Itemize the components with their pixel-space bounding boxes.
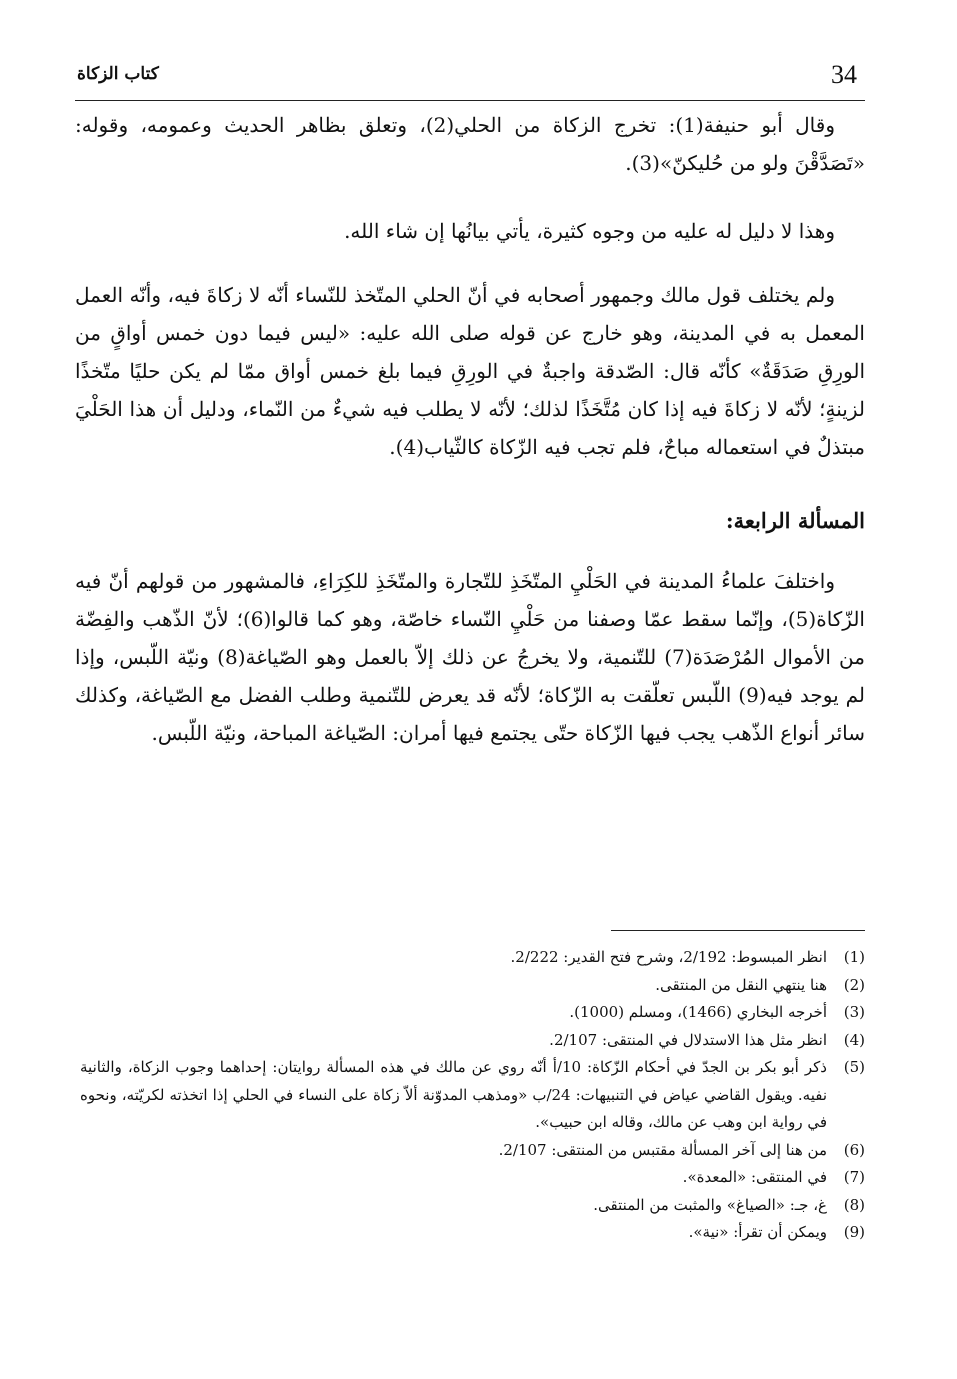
paragraph-abu-hanifa: وقال أبو حنيفة(1): تخرج الزكاة من الحلي(2)، وتعلق بظاهر الحديث وعمومه، وقوله: «تَصَدَّقْنَ ولو من حُليكنّ»(3). bbox=[75, 113, 865, 175]
footnote-number: (9) bbox=[843, 1223, 865, 1241]
page-header bbox=[75, 50, 865, 101]
footnote-item bbox=[80, 1027, 865, 1055]
footnote-text: انظر مثل هذا الاستدلال في المنتقى: 2/107. bbox=[549, 1030, 827, 1049]
footnote-number: (4) bbox=[843, 1030, 865, 1049]
footnote-text: هنا ينتهي النقل من المنتقى. bbox=[655, 975, 827, 994]
footnote-number: (3) bbox=[843, 1003, 865, 1021]
footnote-item bbox=[80, 1164, 865, 1192]
footnote-text: أخرجه البخاري (1466)، ومسلم (1000). bbox=[569, 1003, 827, 1021]
section-heading: المسألة الرابعة: bbox=[725, 508, 865, 533]
footnote-number: (7) bbox=[843, 1168, 865, 1186]
footnote-number: (1) bbox=[843, 948, 865, 966]
footnote-text: ذكر أبو بكر بن الجدّ في أحكام الزّكاة: 10/أ أنّه روي عن مالك في هذه المسألة روايتان: إحداهما وجوب الزكاة، والثانية نفيه. ويقول القاضي عياض في التنبيهات: 24/ب «ومذهب المدوّنة ألاّ زكاة على النساء في الحلي إذا اتخذته لكريّته، ونحوه في رواية ابن وهب عن مالك، وقاله ابن حبيب». bbox=[80, 1058, 827, 1131]
footnote-number: (8) bbox=[843, 1195, 865, 1214]
footnote-text: انظر المبسوط: 2/192، وشرح فتح القدير: 2/222. bbox=[510, 948, 827, 966]
footnote-text: من هنا إلى آخر المسألة مقتبس من المنتقى: 2/107. bbox=[498, 1140, 827, 1159]
footnote-text: في المنتقى: «المعدة». bbox=[682, 1168, 827, 1186]
footnote-text: غ، جـ: «الصياغ» والمثبت من المنتقى. bbox=[593, 1195, 827, 1214]
footnote-number: (2) bbox=[843, 975, 865, 994]
main-text bbox=[75, 106, 865, 778]
footnote-item bbox=[80, 1192, 865, 1220]
footnote-item bbox=[80, 1054, 865, 1137]
footnote-item bbox=[80, 999, 865, 1027]
page-number: 34 bbox=[831, 60, 857, 89]
footnote-item bbox=[80, 1137, 865, 1165]
paragraph-no-evidence: وهذا لا دليل له عليه من وجوه كثيرة، يأتي بيانُها إن شاء الله. bbox=[344, 219, 835, 243]
paragraph-malik-opinion: ولم يختلف قول مالك وجمهور أصحابه في أنّ الحلي المتّخذ للنّساء أنّه لا زكاةَ فيه، وأنّه العمل المعمل به في المدينة، وهو خارج عن قوله صلى الله عليه: «ليس فيما دون خمس أواقٍ من الورِقِ صَدَقَةٌ» كأنّه قال: الصّدقة واجبةٌ في الورِقِ فيما بلغ خمس أواق ممّا لم يكن حليًا متّخذًا لزينةٍ؛ لأنّه لا زكاةَ فيه إذا كان مُتَّخَذًا لذلك؛ لأنّه لا يطلب فيه شيءٌ من النّماء، ودليل أن هذا الحَلْيَ مبتذلٌ في استعماله مباحٌ، فلم تجب فيه الزّكاة كالثّياب(4). bbox=[75, 283, 865, 459]
footnote-text: ويمكن أن تقرأ: «نية». bbox=[688, 1223, 827, 1241]
paragraph-trade-jewelry: واختلفَ علماءُ المدينة في الحَلْيِ المتّخَذِ للتّجارة والمتّخَذِ للكِرَاءِ، فالمشهور من قولهم أنّ فيه الزّكاة(5)، وإنّما سقط عمّا وصفنا من حَلْيِ النّساء خاصّة، وهو كما قالوا(6)؛ لأنّ الذّهب والفِضّة من الأموال المُرْصَدَة(7) للتّنمية، ولا يخرجُ عن ذلك إلاّ بالعمل وهو الصّياغة(8) ونيّة اللّبس، وإذا لم يوجد فيه(9) اللّبس تعلّقت به الزّكاة؛ لأنّه قد يعرض للتّنمية وطلب الفضل مع الصّياغة، وكذلك سائر أنواع الذّهب يجب فيها الزّكاة حتّى يجتمع فيها أمران: الصّياغة المباحة، ونيّة اللّبس. bbox=[75, 569, 865, 745]
footnote-item bbox=[80, 944, 865, 972]
footnote-separator bbox=[611, 930, 865, 931]
footnote-item bbox=[80, 1219, 865, 1247]
footnote-number: (6) bbox=[843, 1140, 865, 1159]
footnote-item bbox=[80, 972, 865, 1000]
running-title: كتاب الزكاة bbox=[77, 64, 159, 84]
footnote-number: (5) bbox=[843, 1058, 865, 1076]
footnotes bbox=[80, 944, 865, 1247]
